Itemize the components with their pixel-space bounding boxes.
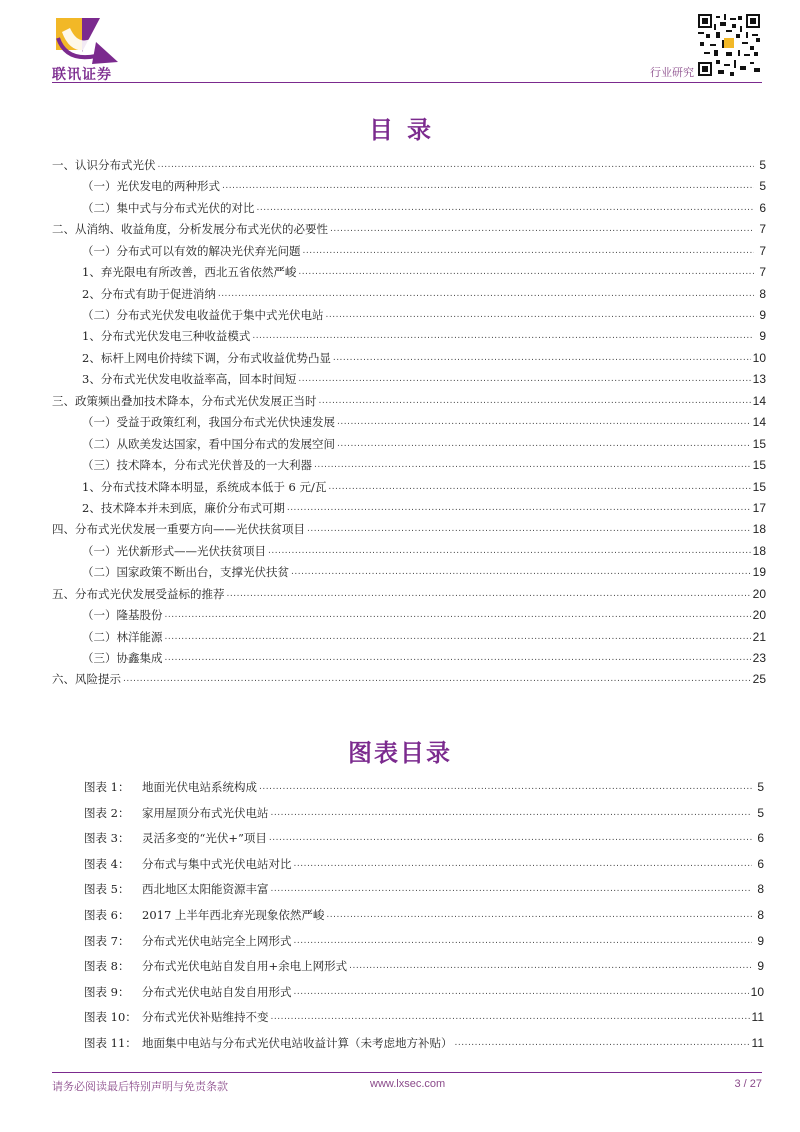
figure-label: 分布式光伏电站自发自用形式 <box>142 984 292 999</box>
toc-entry[interactable] <box>52 198 766 219</box>
figure-entry[interactable] <box>84 1005 764 1031</box>
figure-page: 11 <box>751 1010 764 1025</box>
toc-entry-page: 7 <box>759 222 766 237</box>
toc-entry[interactable] <box>52 541 766 562</box>
page-header <box>0 0 800 90</box>
dot-leader <box>337 434 751 455</box>
toc-entry[interactable] <box>52 176 766 197</box>
figure-page: 8 <box>757 907 764 922</box>
toc-entry-page: 23 <box>752 651 766 666</box>
brand-name: 联讯证券 <box>52 67 112 83</box>
toc-entry-label: 1、分布式技术降本明显，系统成本低于 6 元/瓦 <box>82 479 327 494</box>
figure-entry[interactable] <box>84 852 764 878</box>
toc-entry-page: 20 <box>752 586 766 601</box>
toc-entry[interactable] <box>52 155 766 176</box>
toc-entry-label: （二）分布式光伏发电收益优于集中式光伏电站 <box>82 308 324 323</box>
figure-entry[interactable] <box>84 801 764 827</box>
figure-label: 地面集中电站与分布式光伏电站收益计算（未考虑地方补贴） <box>142 1035 453 1050</box>
toc-entry-page: 5 <box>759 157 766 172</box>
dot-leader <box>337 412 751 433</box>
toc-entry-label: （一）光伏新形式——光伏扶贫项目 <box>82 543 266 558</box>
dot-leader <box>222 176 754 197</box>
figure-number: 图表 3： <box>84 831 130 846</box>
toc-entry[interactable] <box>52 219 766 240</box>
figure-label: 西北地区太阳能资源丰富 <box>142 882 269 897</box>
figure-number: 图表 11： <box>84 1035 137 1050</box>
toc-entry-page: 8 <box>759 286 766 301</box>
figure-entry[interactable] <box>84 903 764 929</box>
toc-entry-page: 7 <box>759 265 766 280</box>
toc-entry[interactable] <box>52 498 766 519</box>
toc-entry[interactable] <box>52 648 766 669</box>
dot-leader <box>271 877 753 903</box>
dot-leader <box>271 1005 750 1031</box>
toc-entry[interactable] <box>52 284 766 305</box>
website-link[interactable]: www.lxsec.com <box>370 1078 446 1090</box>
header-divider <box>52 82 762 83</box>
figure-page: 8 <box>757 882 764 897</box>
figure-label: 分布式光伏电站自发自用+余电上网形式 <box>142 959 348 974</box>
dot-leader <box>319 391 751 412</box>
disclaimer-notice: 请务必阅读最后特别声明与免责条款 <box>52 1080 228 1093</box>
dot-leader <box>269 826 752 852</box>
toc-entry-page: 19 <box>752 565 766 580</box>
toc-entry-page: 13 <box>752 372 766 387</box>
toc-entry-label: 四、分布式光伏发展一重要方向——光伏扶贫项目 <box>52 522 305 537</box>
toc-entry-label: （二）从欧美发达国家，看中国分布式的发展空间 <box>82 436 335 451</box>
toc-entry-page: 18 <box>752 543 766 558</box>
figure-number: 图表 4： <box>84 856 130 871</box>
figure-entry[interactable] <box>84 954 764 980</box>
dot-leader <box>268 541 751 562</box>
toc-entry-label: （三）协鑫集成 <box>82 651 163 666</box>
dot-leader <box>326 903 752 929</box>
toc-entry-label: 五、分布式光伏发展受益标的推荐 <box>52 586 225 601</box>
toc-entry-page: 6 <box>759 200 766 215</box>
toc-entry[interactable] <box>52 627 766 648</box>
figure-page: 6 <box>757 856 764 871</box>
toc-entry[interactable] <box>52 241 766 262</box>
toc-entry[interactable] <box>52 562 766 583</box>
toc-entry[interactable] <box>52 670 766 691</box>
toc-entry[interactable] <box>52 412 766 433</box>
page-number: 3 / 27 <box>734 1078 762 1090</box>
toc-entry-label: 六、风险提示 <box>52 672 121 687</box>
figure-label: 家用屋顶分布式光伏电站 <box>142 805 269 820</box>
figure-page: 11 <box>751 1035 764 1050</box>
toc-entry-label: 三、政策频出叠加技术降本，分布式光伏发展正当时 <box>52 393 317 408</box>
toc-entry-page: 14 <box>752 393 766 408</box>
toc-entry-label: 2、技术降本并未到底，廉价分布式可期 <box>82 500 285 515</box>
toc-entry[interactable] <box>52 391 766 412</box>
figure-number: 图表 9： <box>84 984 130 999</box>
figure-number: 图表 5： <box>84 882 130 897</box>
dot-leader <box>218 284 754 305</box>
toc-entry-page: 15 <box>752 458 766 473</box>
toc-entry-label: （三）技术降本，分布式光伏普及的一大利器 <box>82 458 312 473</box>
table-of-contents <box>52 155 766 691</box>
figure-entry[interactable] <box>84 980 764 1006</box>
figure-label: 灵活多变的“光伏+”项目 <box>142 831 267 846</box>
dot-leader <box>349 954 752 980</box>
toc-entry-page: 9 <box>759 329 766 344</box>
figure-page: 5 <box>757 780 764 794</box>
figure-number: 图表 1： <box>84 780 130 794</box>
toc-entry-page: 10 <box>752 350 766 365</box>
toc-entry-page: 20 <box>752 608 766 623</box>
figure-page: 9 <box>757 933 764 948</box>
figure-page: 9 <box>757 959 764 974</box>
dot-leader <box>165 648 751 669</box>
toc-entry-page: 21 <box>752 629 766 644</box>
toc-entry-page: 14 <box>752 415 766 430</box>
toc-entry-label: （一）光伏发电的两种形式 <box>82 179 220 194</box>
figure-entry[interactable] <box>84 775 764 801</box>
toc-entry[interactable] <box>52 262 766 283</box>
toc-entry-page: 25 <box>752 672 766 687</box>
toc-entry[interactable] <box>52 305 766 326</box>
toc-entry-page: 18 <box>752 522 766 537</box>
dot-leader <box>455 1031 750 1057</box>
section-label: 行业研究 <box>650 66 694 79</box>
dot-leader <box>328 477 750 498</box>
dot-leader <box>158 155 755 176</box>
dot-leader <box>294 852 753 878</box>
figure-number: 图表 10： <box>84 1010 137 1025</box>
toc-entry-label: 2、分布式有助于促进消纳 <box>82 286 216 301</box>
toc-entry-label: 二、从消纳、收益角度，分析发展分布式光伏的必要性 <box>52 222 328 237</box>
dot-leader <box>294 929 753 955</box>
dot-leader <box>314 455 751 476</box>
toc-entry-label: （一）分布式可以有效的解决光伏弃光问题 <box>82 243 301 258</box>
toc-entry-label: 3、分布式光伏发电收益率高，回本时间短 <box>82 372 297 387</box>
dot-leader <box>287 498 751 519</box>
dot-leader <box>303 241 755 262</box>
toc-entry[interactable] <box>52 605 766 626</box>
toc-entry-label: （二）集中式与分布式光伏的对比 <box>82 200 255 215</box>
toc-entry-label: 2、标杆上网电价持续下调，分布式收益优势凸显 <box>82 350 331 365</box>
dot-leader <box>271 801 753 827</box>
dot-leader <box>227 584 751 605</box>
toc-entry-label: 1、分布式光伏发电三种收益模式 <box>82 329 251 344</box>
figure-page: 10 <box>750 984 764 999</box>
toc-entry[interactable] <box>52 584 766 605</box>
figure-entry[interactable] <box>84 877 764 903</box>
toc-entry-label: （一）受益于政策红利，我国分布式光伏快速发展 <box>82 415 335 430</box>
figures-heading: 图表目录 <box>348 738 452 767</box>
toc-entry[interactable] <box>52 434 766 455</box>
toc-heading: 目录 <box>369 115 445 144</box>
toc-entry[interactable] <box>52 455 766 476</box>
figure-entry[interactable] <box>84 826 764 852</box>
dot-leader <box>165 627 751 648</box>
toc-entry-page: 17 <box>752 500 766 515</box>
figure-entry[interactable] <box>84 1031 764 1057</box>
figure-page: 6 <box>757 831 764 846</box>
figure-number: 图表 7： <box>84 933 130 948</box>
toc-entry[interactable] <box>52 327 766 348</box>
figure-label: 分布式光伏电站完全上网形式 <box>142 933 292 948</box>
figure-number: 图表 8： <box>84 959 130 974</box>
dot-leader <box>294 980 749 1006</box>
figure-list <box>84 775 764 1057</box>
dot-leader <box>291 562 751 583</box>
toc-entry[interactable] <box>52 348 766 369</box>
toc-entry-page: 5 <box>759 179 766 194</box>
dot-leader <box>259 775 752 801</box>
figure-label: 地面光伏电站系统构成 <box>142 780 257 794</box>
footer-divider <box>52 1072 762 1073</box>
toc-entry[interactable] <box>52 519 766 540</box>
qr-code-icon <box>698 14 760 76</box>
dot-leader <box>123 669 751 690</box>
dot-leader <box>333 348 751 369</box>
toc-entry-page: 9 <box>759 308 766 323</box>
figure-entry[interactable] <box>84 929 764 955</box>
toc-entry-label: （一）隆基股份 <box>82 608 163 623</box>
dot-leader <box>330 219 754 240</box>
figure-number: 图表 6： <box>84 907 130 922</box>
toc-entry-page: 15 <box>752 479 766 494</box>
figure-label: 分布式与集中式光伏电站对比 <box>142 856 292 871</box>
figure-page: 5 <box>757 805 764 820</box>
dot-leader <box>252 326 754 347</box>
toc-entry-label: （二）国家政策不断出台，支撑光伏扶贫 <box>82 565 289 580</box>
figure-label: 分布式光伏补贴维持不变 <box>142 1010 269 1025</box>
toc-entry-page: 7 <box>759 243 766 258</box>
toc-entry-label: 一、认识分布式光伏 <box>52 157 156 172</box>
toc-entry-label: （二）林洋能源 <box>82 629 163 644</box>
dot-leader <box>326 305 755 326</box>
figure-number: 图表 2： <box>84 805 130 820</box>
dot-leader <box>165 605 751 626</box>
toc-entry[interactable] <box>52 477 766 498</box>
dot-leader <box>298 262 754 283</box>
figure-label: 2017 上半年西北弃光现象依然严峻 <box>142 907 325 922</box>
dot-leader <box>298 369 750 390</box>
toc-entry[interactable] <box>52 369 766 390</box>
dot-leader <box>257 198 755 219</box>
toc-entry-page: 15 <box>752 436 766 451</box>
dot-leader <box>307 519 751 540</box>
lianxun-logo-icon <box>52 12 124 68</box>
toc-entry-label: 1、弃光限电有所改善，西北五省依然严峻 <box>82 265 297 280</box>
